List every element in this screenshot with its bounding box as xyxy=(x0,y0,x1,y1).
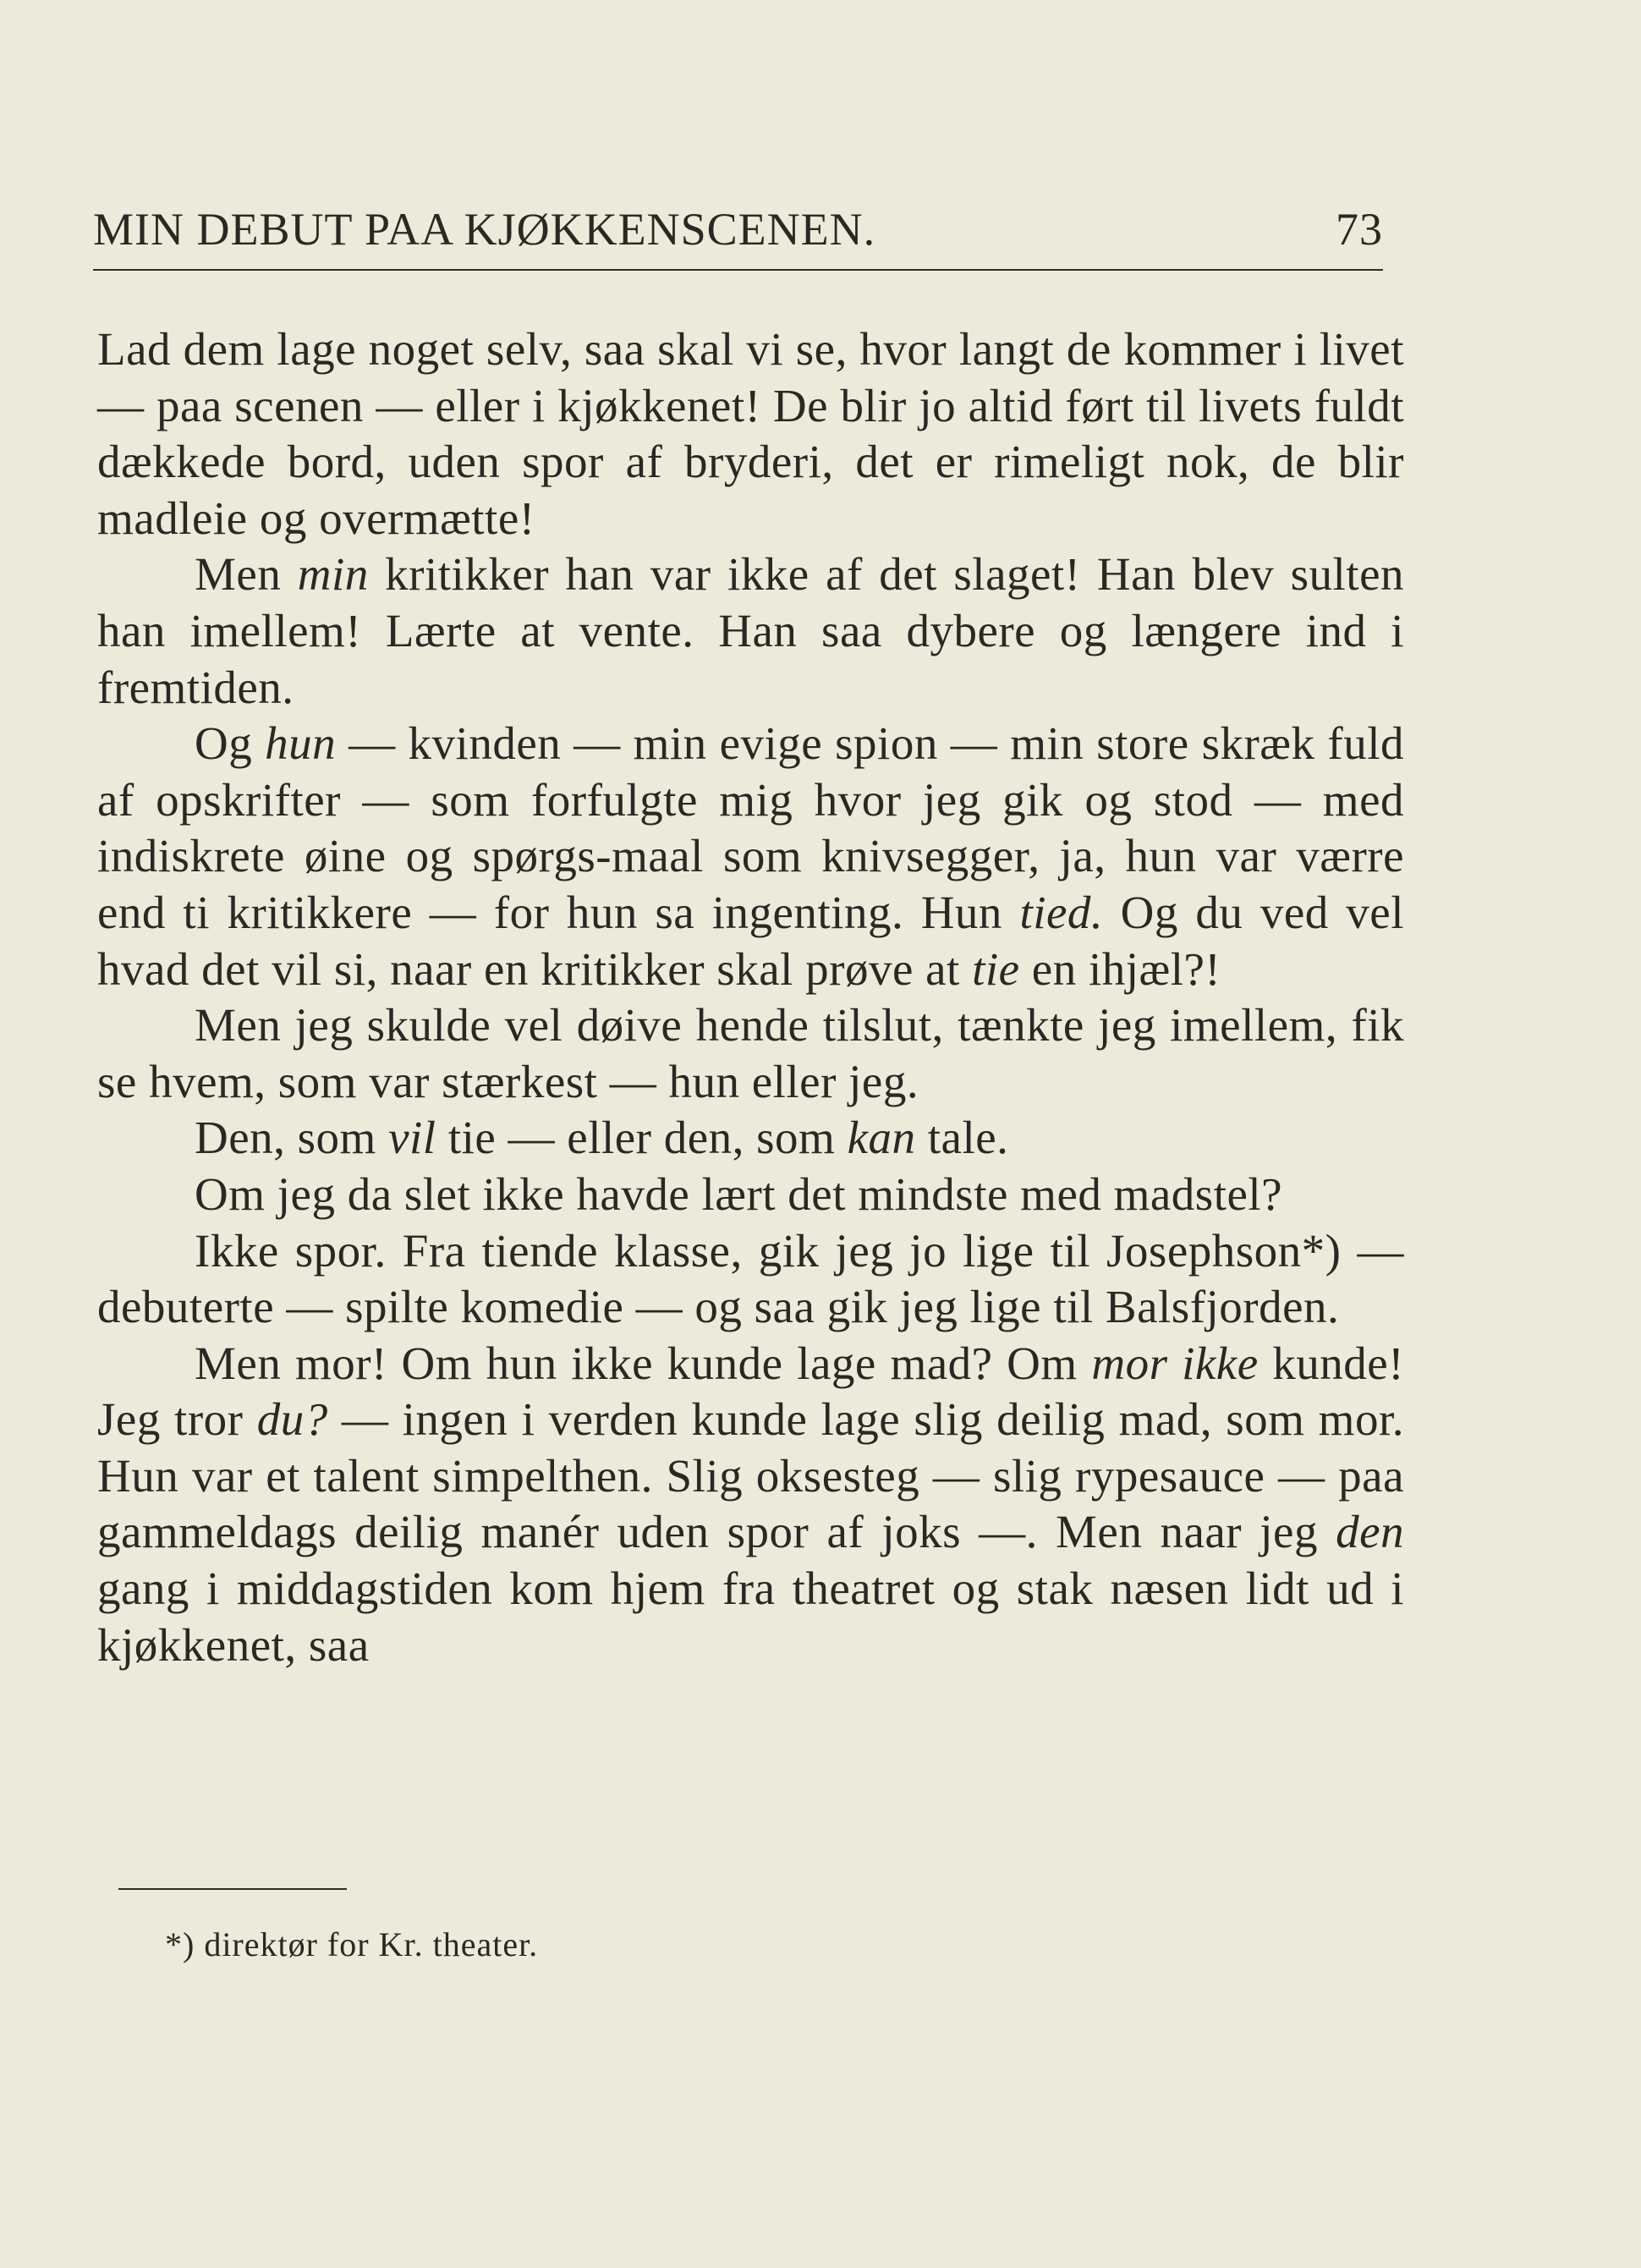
italic-text: tied. xyxy=(1019,886,1104,938)
italic-text: tie xyxy=(972,942,1020,995)
paragraph xyxy=(97,546,1404,716)
paragraph xyxy=(97,997,1404,1110)
text-segment: en ihjæl?! xyxy=(1019,942,1221,995)
text-segment: Lad dem lage noget selv, saa skal vi se, hvor langt de kommer i livet — paa scenen — eller i kjøkkenet! De blir jo altid ført til livets fuldt dækkede bord, uden spor af bryderi, det er rimeligt nok, de blir madleie og overmætte! xyxy=(97,323,1404,544)
text-segment: — ingen i verden kunde lage slig deilig mad, som mor. Hun var et talent simpelthen. Slig oksesteg — slig rypesauce — paa gammeldags deilig manér uden spor af joks —. Men naar jeg xyxy=(97,1393,1404,1558)
paragraph xyxy=(97,1167,1404,1223)
text-segment: Men jeg skulde vel døive hende tilslut, tænkte jeg imellem, fik se hvem, som var stærkest — hun eller jeg. xyxy=(97,999,1404,1107)
text-segment: Og du ved vel hvad det vil si, naar en kritikker skal prøve at xyxy=(97,886,1404,995)
text-segment: Den, som xyxy=(195,1112,389,1164)
text-segment: Om jeg da slet ikke havde lært det mindste med madstel? xyxy=(195,1167,1283,1220)
text-segment: tale. xyxy=(915,1112,1009,1164)
paragraph xyxy=(97,1110,1404,1167)
paragraph xyxy=(97,1223,1404,1336)
page-number: 73 xyxy=(1336,204,1383,255)
header-rule xyxy=(93,269,1383,271)
italic-text: vil xyxy=(388,1112,436,1164)
italic-text: min xyxy=(297,548,369,601)
text-segment: Og xyxy=(195,717,266,770)
italic-text: den xyxy=(1336,1506,1404,1558)
text-segment: tie — eller den, som xyxy=(436,1112,848,1164)
text-segment: — kvinden — min evige spion — min store skræk fuld af opskrifter — som forfulgte mig hvor jeg gik og stod — med indiskrete øine og spørgs-maal som knivsegger, ja, hun var værre end ti kritikkere — for hun sa ingenting. Hun xyxy=(97,717,1404,938)
running-header xyxy=(93,203,1383,262)
italic-text: hun xyxy=(265,717,337,770)
footnote-rule xyxy=(118,1888,347,1890)
text-segment: kunde! Jeg tror xyxy=(97,1337,1405,1446)
text-segment: Men xyxy=(195,548,298,601)
running-title: MIN DEBUT PAA KJØKKENSCENEN. xyxy=(93,204,876,255)
italic-text: du? xyxy=(256,1393,328,1446)
text-segment: gang i middagstiden kom hjem fra theatret og stak næsen lidt ud i kjøkkenet, saa xyxy=(97,1562,1404,1671)
footnote: *) direktør for Kr. theater. xyxy=(165,1925,539,1963)
paragraph xyxy=(97,321,1404,546)
paragraph xyxy=(97,1336,1404,1674)
text-segment: Ikke spor. Fra tiende klasse, gik jeg jo lige til Josephson*) — debuterte — spilte komedie — og saa gik jeg lige til Balsfjorden. xyxy=(97,1224,1404,1333)
text-segment: Men mor! Om hun ikke kunde lage mad? Om xyxy=(195,1337,1092,1389)
body-text xyxy=(97,321,1404,1673)
text-segment: kritikker han var ikke af det slaget! Han blev sulten han imellem! Lærte at vente. Han saa dybere og længere ind i fremtiden. xyxy=(97,548,1404,713)
paragraph xyxy=(97,716,1404,997)
italic-text: mor ikke xyxy=(1091,1337,1259,1389)
italic-text: kan xyxy=(847,1112,916,1164)
